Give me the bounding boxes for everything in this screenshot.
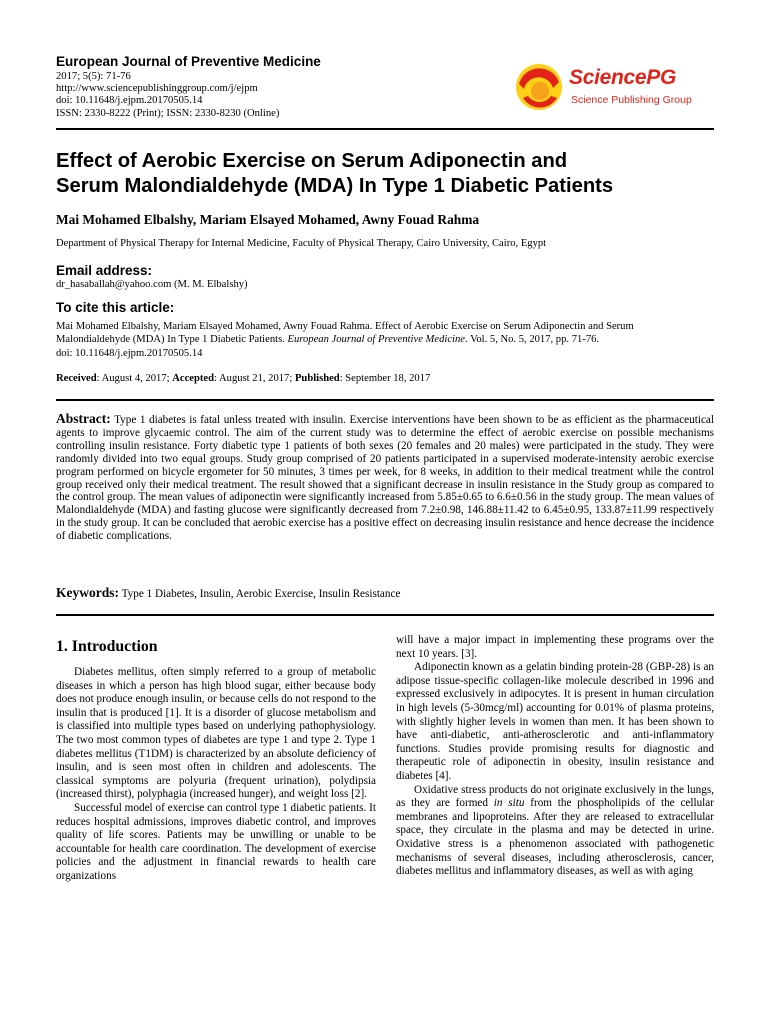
journal-url[interactable]: http://www.sciencepublishinggroup.com/j/ejpm — [56, 83, 258, 95]
para4-italic: in situ — [493, 797, 525, 810]
abstract — [56, 413, 714, 543]
intro-paragraph-4 — [396, 784, 714, 879]
email-value[interactable]: dr_hasaballah@yahoo.com (M. M. Elbalshy) — [56, 279, 248, 290]
sciencepg-logo — [513, 58, 713, 116]
logo-tagline: Science Publishing Group — [571, 94, 692, 106]
citation-journal: European Journal of Preventive Medicine — [287, 334, 465, 346]
column-right — [396, 634, 714, 879]
keywords — [56, 585, 714, 601]
email-heading: Email address: — [56, 263, 153, 278]
intro-paragraph-1: Diabetes mellitus, often simply referred to a group of metabolic diseases in which a person has high blood sugar, either because body does not produce enough insulin, or because cells do not respond to the insulin that is produced [1]. It is a disorder of glucose metabolism and is classified into multiple types based on underlying pathophysiology. The two most common types of diabetes are type 1 and type 2. Type 1 diabetes mellitus (T1DM) is characterized by an absolute deficiency of insulin, and is seen most often in children and adolescents. The classical symptoms are polyuria (frequent urination), polydipsia (increased thirst), polyphagia (increased hunger), and weight loss [2]. — [56, 666, 376, 801]
intro-paragraph-2-cont: will have a major impact in implementing these programs over the next 10 years. [3]. — [396, 634, 714, 660]
citation-text: Malondialdehyde (MDA) In Type 1 Diabetic Patients. — [56, 334, 288, 346]
journal-meta — [56, 71, 279, 120]
keywords-text: Type 1 Diabetes, Insulin, Aerobic Exercise, Insulin Resistance — [119, 588, 401, 600]
journal-name: European Journal of Preventive Medicine — [56, 54, 321, 69]
intro-paragraph-3: Adiponectin known as a gelatin binding protein-28 (GBP-28) is an adipose tissue-specific collagen-like molecule described in 1996 and expressed exclusively in adipocytes. It is present in human circulation in high levels (5-30mcg/ml) accounting for 0.01% of plasma proteins, with slightly higher levels in women than men. It has been shown to have anti-diabetic, anti-atherosclerotic and anti-inflammatory functions. Studies provide promising results for diagnostic and therapeutic role of adiponectin in obesity, insulin resistance and diabetes [4]. — [396, 661, 714, 782]
accepted-label: Accepted — [172, 373, 215, 384]
article-title — [56, 149, 716, 199]
column-left — [56, 666, 376, 884]
published-date: : September 18, 2017 — [339, 373, 431, 384]
citation-line-2 — [56, 333, 716, 346]
published-label: Published — [294, 373, 340, 384]
logo-name: SciencePG — [569, 66, 677, 89]
citation-volume: . Vol. 5, No. 5, 2017, pp. 71-76. — [464, 334, 600, 346]
section-heading-introduction: 1. Introduction — [56, 638, 158, 655]
authors: Mai Mohamed Elbalshy, Mariam Elsayed Mohamed, Awny Fouad Rahma — [56, 212, 480, 227]
journal-doi: doi: 10.11648/j.ejpm.20170505.14 — [56, 95, 203, 107]
header-rule — [56, 128, 714, 130]
journal-issn: ISSN: 2330-8222 (Print); ISSN: 2330-8230 (Online) — [56, 107, 280, 119]
abstract-label: Abstract: — [56, 411, 111, 426]
abstract-bottom-rule — [56, 614, 714, 616]
cite-heading — [56, 300, 716, 315]
received-date: : August 4, 2017; — [96, 373, 173, 384]
accepted-date: : August 21, 2017; — [214, 373, 295, 384]
affiliation: Department of Physical Therapy for Internal Medicine, Faculty of Physical Therapy, Cairo University, Cairo, Egypt — [56, 238, 547, 249]
para4-text-a: Oxidative stress products do not originate exclusively in the lungs, as they are formed — [396, 783, 714, 810]
abstract-top-rule — [56, 399, 714, 401]
email-block — [56, 263, 716, 291]
received-label: Received — [56, 373, 97, 384]
title-line-1: Effect of Aerobic Exercise on Serum Adiponectin and — [56, 150, 568, 172]
article-dates — [56, 373, 716, 384]
title-line-2: Serum Malondialdehyde (MDA) In Type 1 Diabetic Patients — [56, 175, 614, 197]
abstract-text: Type 1 diabetes is fatal unless treated with insulin. Exercise interventions have been shown to be as efficient as the pharmaceutical agents to improve glycaemic control. The aim of the current study was to determine the effect of aerobic exercise on possible mechanisms controlling insulin resistance. Forty diabetic type 1 patients of both sexes (20 females and 20 males) were participated in the study. They were randomly divided into two equal groups. Study group comprised of 20 patients participated in a supervised moderate-intensity aerobic exercise program performed on bicycle ergometer for 50 minutes, 3 times per week, for 8 weeks, in addition to their medical treatment while the control group received only their medical treatment. The result showed that a significant decrease in insulin resistance in the Study group as compared to the control group. The mean values of adiponectin were significantly increased from 5.85±0.65 to 6.6±0.56 in the study group. The mean values of Malondialdehyde (MDA) and fasting glucose were significantly decreased from 7.2±0.98, 146.88±11.42 to 6.45±0.95, 133.87±11.99 respectively in the study group. It can be concluded that aerobic exercise has a positive effect on decreasing insulin resistance and hence decrease the incidence of diabetic complications. — [56, 414, 714, 543]
citation — [56, 320, 716, 360]
intro-paragraph-2: Successful model of exercise can control type 1 diabetic patients. It reduces hospital admissions, improves diabetic control, and improves quality of life scores. Patients may be unwilling or unable to be accountable for health care coordination. The development of exercise policies and the adjustment in financial rewards to health care organizations — [56, 801, 376, 882]
citation-doi: doi: 10.11648/j.ejpm.20170505.14 — [56, 347, 203, 359]
keywords-label: Keywords: — [56, 585, 119, 600]
para4-text-b: from the phospholipids of the cellular membranes and lipoproteins. After they are released to extracellular space, they circulate in the plasma and may be detected in urine. Oxidative stress is a phenomenon associated with pathogenetic mechanisms of several diseases, including atherosclerosis, cancer, diabetes mellitus and inflammatory diseases, as well as with aging — [396, 797, 714, 878]
volume-issue: 2017; 5(5): 71-76 — [56, 71, 131, 82]
citation-line-1: Mai Mohamed Elbalshy, Mariam Elsayed Mohamed, Awny Fouad Rahma. Effect of Aerobic Exercise on Serum Adiponectin and Serum — [56, 321, 634, 332]
cite-heading-text: To cite this article: — [56, 300, 175, 315]
